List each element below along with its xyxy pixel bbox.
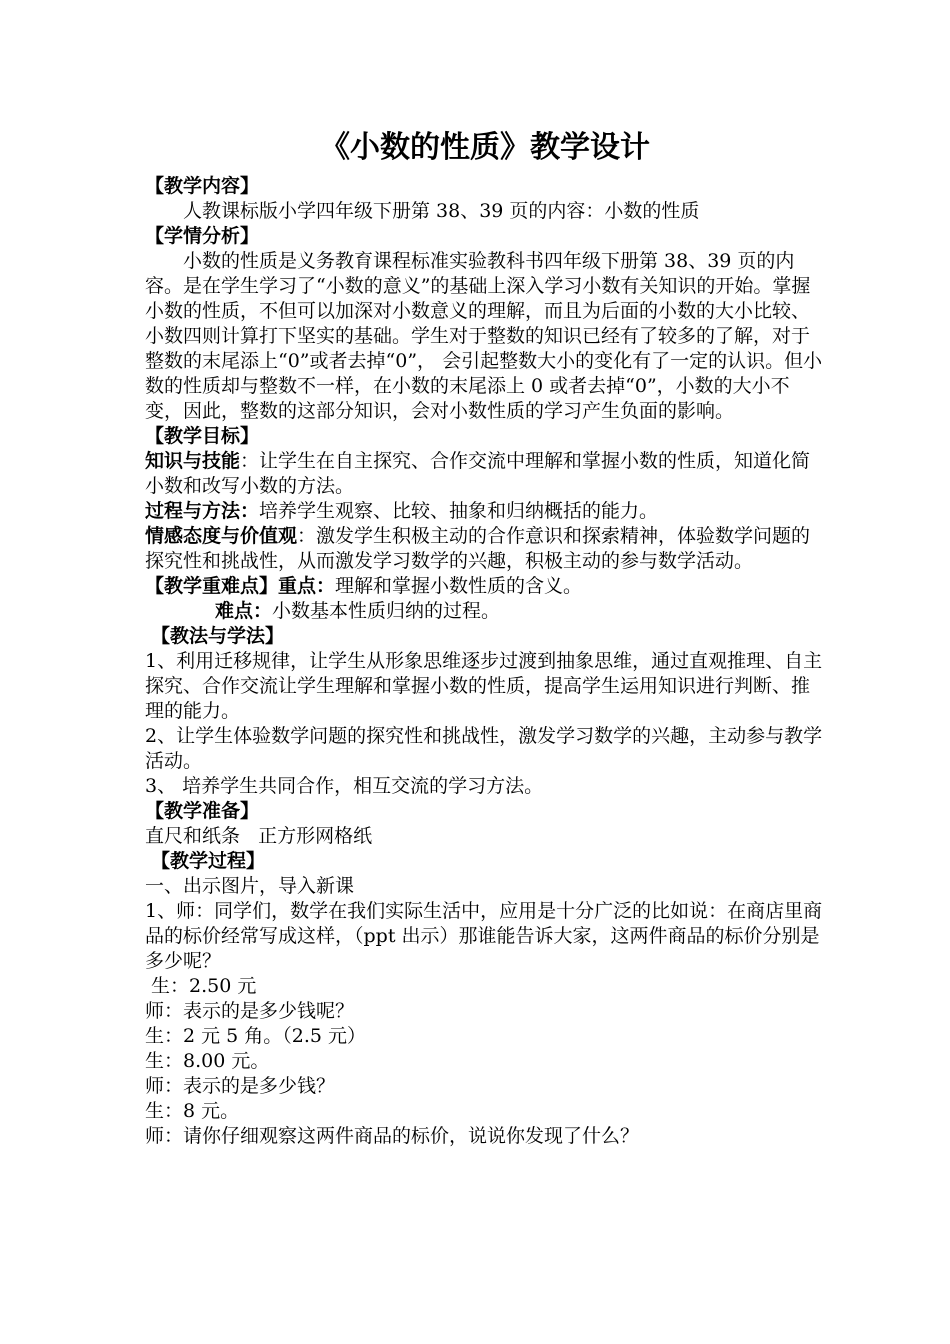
process-line: 师：表示的是多少钱？ (145, 1075, 336, 1097)
method-item: 3、 培养学生共同合作，相互交流的学习方法。 (145, 775, 544, 797)
page-title: 《小数的性质》教学设计 (320, 130, 650, 165)
section-heading-prep: 【教学准备】 (145, 800, 260, 822)
goal-text: ：激发学生积极主动的合作意识和探索精神，体验数学问题的探究性和挑战性，从而激发学习数学的兴趣，积极主动的参与数学活动。 (145, 525, 811, 572)
goal-text: ：让学生在自主探究、合作交流中理解和掌握小数的性质，知道化简小数和改写小数的方法。 (145, 450, 811, 497)
analysis-text: 小数的性质是义务教育课程标准实验教科书四年级下册第 38、39 页的内容。是在学生学习了“小数的意义”的基础上深入学习小数有关知识的开始。掌握小数的性质，不但可以加深对小数意义的理解，而且为后面的小数的大小比较、小数四则计算打下坚实的基础。学生对于整数的知识已经有了较多的了解，对于整数的末尾添上“0”或者去掉“0”， 会引起整数大小的变化有了一定的认识。但小数的性质却与整数不一样，在小数的末尾添上 0 或者去掉“0”，小数的大小不变，因此，整数的这部分知识，会对小数性质的学习产生负面的影响。 (145, 250, 823, 422)
prep-text: 直尺和纸条 正方形网格纸 (145, 825, 373, 847)
section-heading-keypoints: 【教学重难点】 (145, 575, 279, 597)
process-line: 生：8 元。 (145, 1100, 240, 1122)
process-line: 生：8.00 元。 (145, 1050, 270, 1072)
goal-text: 培养学生观察、比较、抽象和归纳概括的能力。 (259, 500, 659, 522)
keypoints-line (145, 574, 825, 599)
difficulty-text: 小数基本性质归纳的过程。 (272, 600, 501, 622)
goal-label: 知识与技能 (145, 450, 241, 472)
section-heading-methods: 【教法与学法】 (151, 625, 285, 647)
document-page (145, 128, 825, 1149)
section-heading-analysis: 【学情分析】 (145, 225, 260, 247)
difficulty-label: 难点： (215, 600, 273, 622)
method-item: 2、让学生体验数学问题的探究性和挑战性，激发学习数学的兴趣，主动参与教学活动。 (145, 725, 823, 772)
goal-label: 过程与方法： (145, 500, 260, 522)
process-line: 师：请你仔细观察这两件商品的标价，说说你发现了什么？ (145, 1125, 640, 1147)
section-heading-goals: 【教学目标】 (145, 425, 260, 447)
key-text: 理解和掌握小数性质的含义。 (335, 575, 583, 597)
section-heading-content: 【教学内容】 (145, 175, 260, 197)
content-text: 人教课标版小学四年级下册第 38、39 页的内容：小数的性质 (183, 200, 700, 222)
process-line: 生：2.50 元 (145, 975, 257, 997)
difficulty-line (145, 599, 825, 624)
goal-item (145, 449, 825, 499)
process-line: 1、师：同学们，数学在我们实际生活中，应用是十分广泛的比如说：在商店里商品的标价经常写成这样，（ppt 出示）那谁能告诉大家，这两件商品的标价分别是多少呢？ (145, 900, 823, 972)
process-line: 一、出示图片，导入新课 (145, 875, 355, 897)
goal-item (145, 499, 825, 524)
goal-item (145, 524, 825, 574)
process-line: 师：表示的是多少钱呢？ (145, 1000, 355, 1022)
method-item: 1、利用迁移规律，让学生从形象思维逐步过渡到抽象思维，通过直观推理、自主探究、合作交流让学生理解和掌握小数的性质，提高学生运用知识进行判断、推理的能力。 (145, 650, 823, 722)
goal-label: 情感态度与价值观 (145, 525, 298, 547)
section-heading-process: 【教学过程】 (151, 850, 266, 872)
process-line: 生：2 元 5 角。（2.5 元） (145, 1025, 367, 1047)
key-label: 重点： (278, 575, 336, 597)
